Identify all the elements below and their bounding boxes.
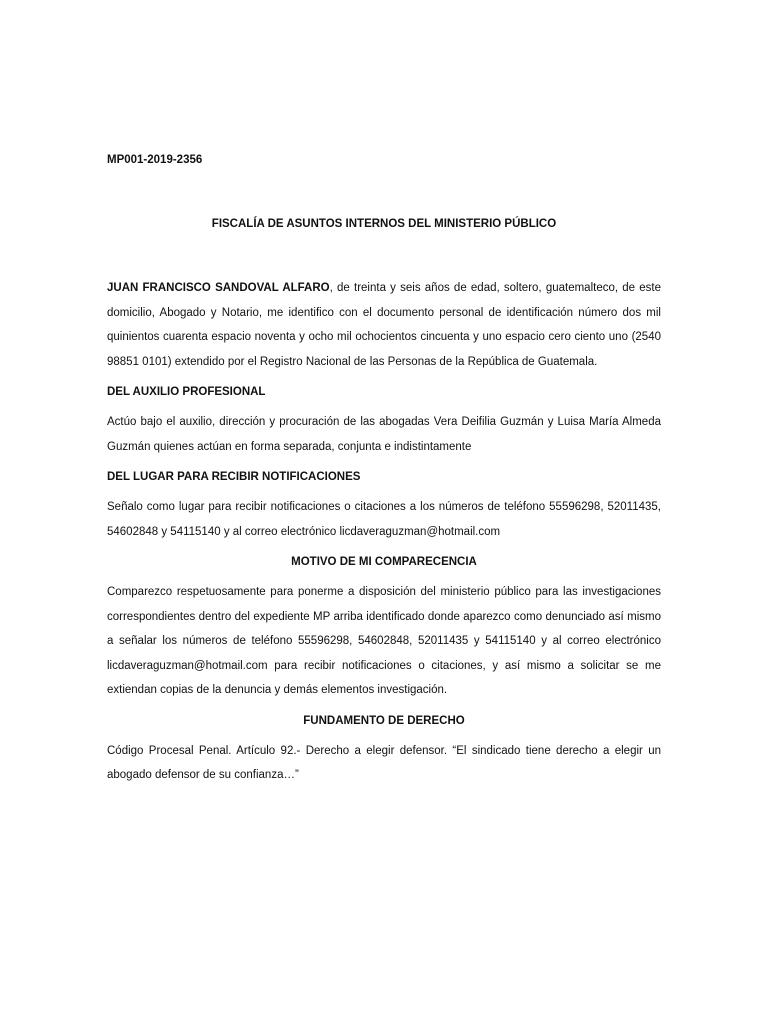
office-title: FISCALÍA DE ASUNTOS INTERNOS DEL MINISTERIO PÚBLICO (211, 218, 557, 230)
auxilio-paragraph: Actúo bajo el auxilio, dirección y procuración de las abogadas Vera Deifilia Guzmán y Luisa María Almeda Guzmán quienes actúan en forma separada, conjunta e indistintamente (107, 416, 661, 453)
intro-text: , de treinta y seis años de edad, soltero, guatemalteco, de este domicilio, Abogado y Notario, me identifico con el documento personal de identificación número dos mil quinientos cuarenta espacio noventa y ocho mil ochocientos cincuenta y uno espacio cero ciento uno (2540 98851 0101) extendido por el Registro Nacional de las Personas de la República de Guatemala. (107, 282, 661, 368)
motivo-heading: MOTIVO DE MI COMPARECENCIA (291, 556, 477, 568)
case-number: MP001-2019-2356 (107, 154, 203, 166)
auxilio-heading: DEL AUXILIO PROFESIONAL (107, 386, 266, 398)
document-body (107, 150, 661, 788)
lugar-paragraph: Señalo como lugar para recibir notificaciones o citaciones a los números de teléfono 55596298, 52011435, 54602848 y 54115140 y al correo electrónico licdaveraguzman@hotmail.com (107, 501, 661, 538)
complainant-name: JUAN FRANCISCO SANDOVAL ALFARO (107, 282, 330, 294)
intro-paragraph (107, 276, 661, 374)
motivo-paragraph: Comparezco respetuosamente para ponerme a disposición del ministerio público para las investigaciones correspondientes dentro del expediente MP arriba identificado donde aparezco como denunciado así mismo a señalar los números de teléfono 55596298, 54602848, 52011435 y 54115140 y al correo electrónico licdaveraguzman@hotmail.com para recibir notificaciones o citaciones, y así mismo a solicitar se me extiendan copias de la denuncia y demás elementos investigación. (107, 586, 661, 696)
fundamento-paragraph: Código Procesal Penal. Artículo 92.- Derecho a elegir defensor. “El sindicado tiene derecho a elegir un abogado defensor de su confianza…” (107, 744, 661, 781)
lugar-heading: DEL LUGAR PARA RECIBIR NOTIFICACIONES (107, 471, 361, 483)
fundamento-heading: FUNDAMENTO DE DERECHO (303, 714, 465, 727)
